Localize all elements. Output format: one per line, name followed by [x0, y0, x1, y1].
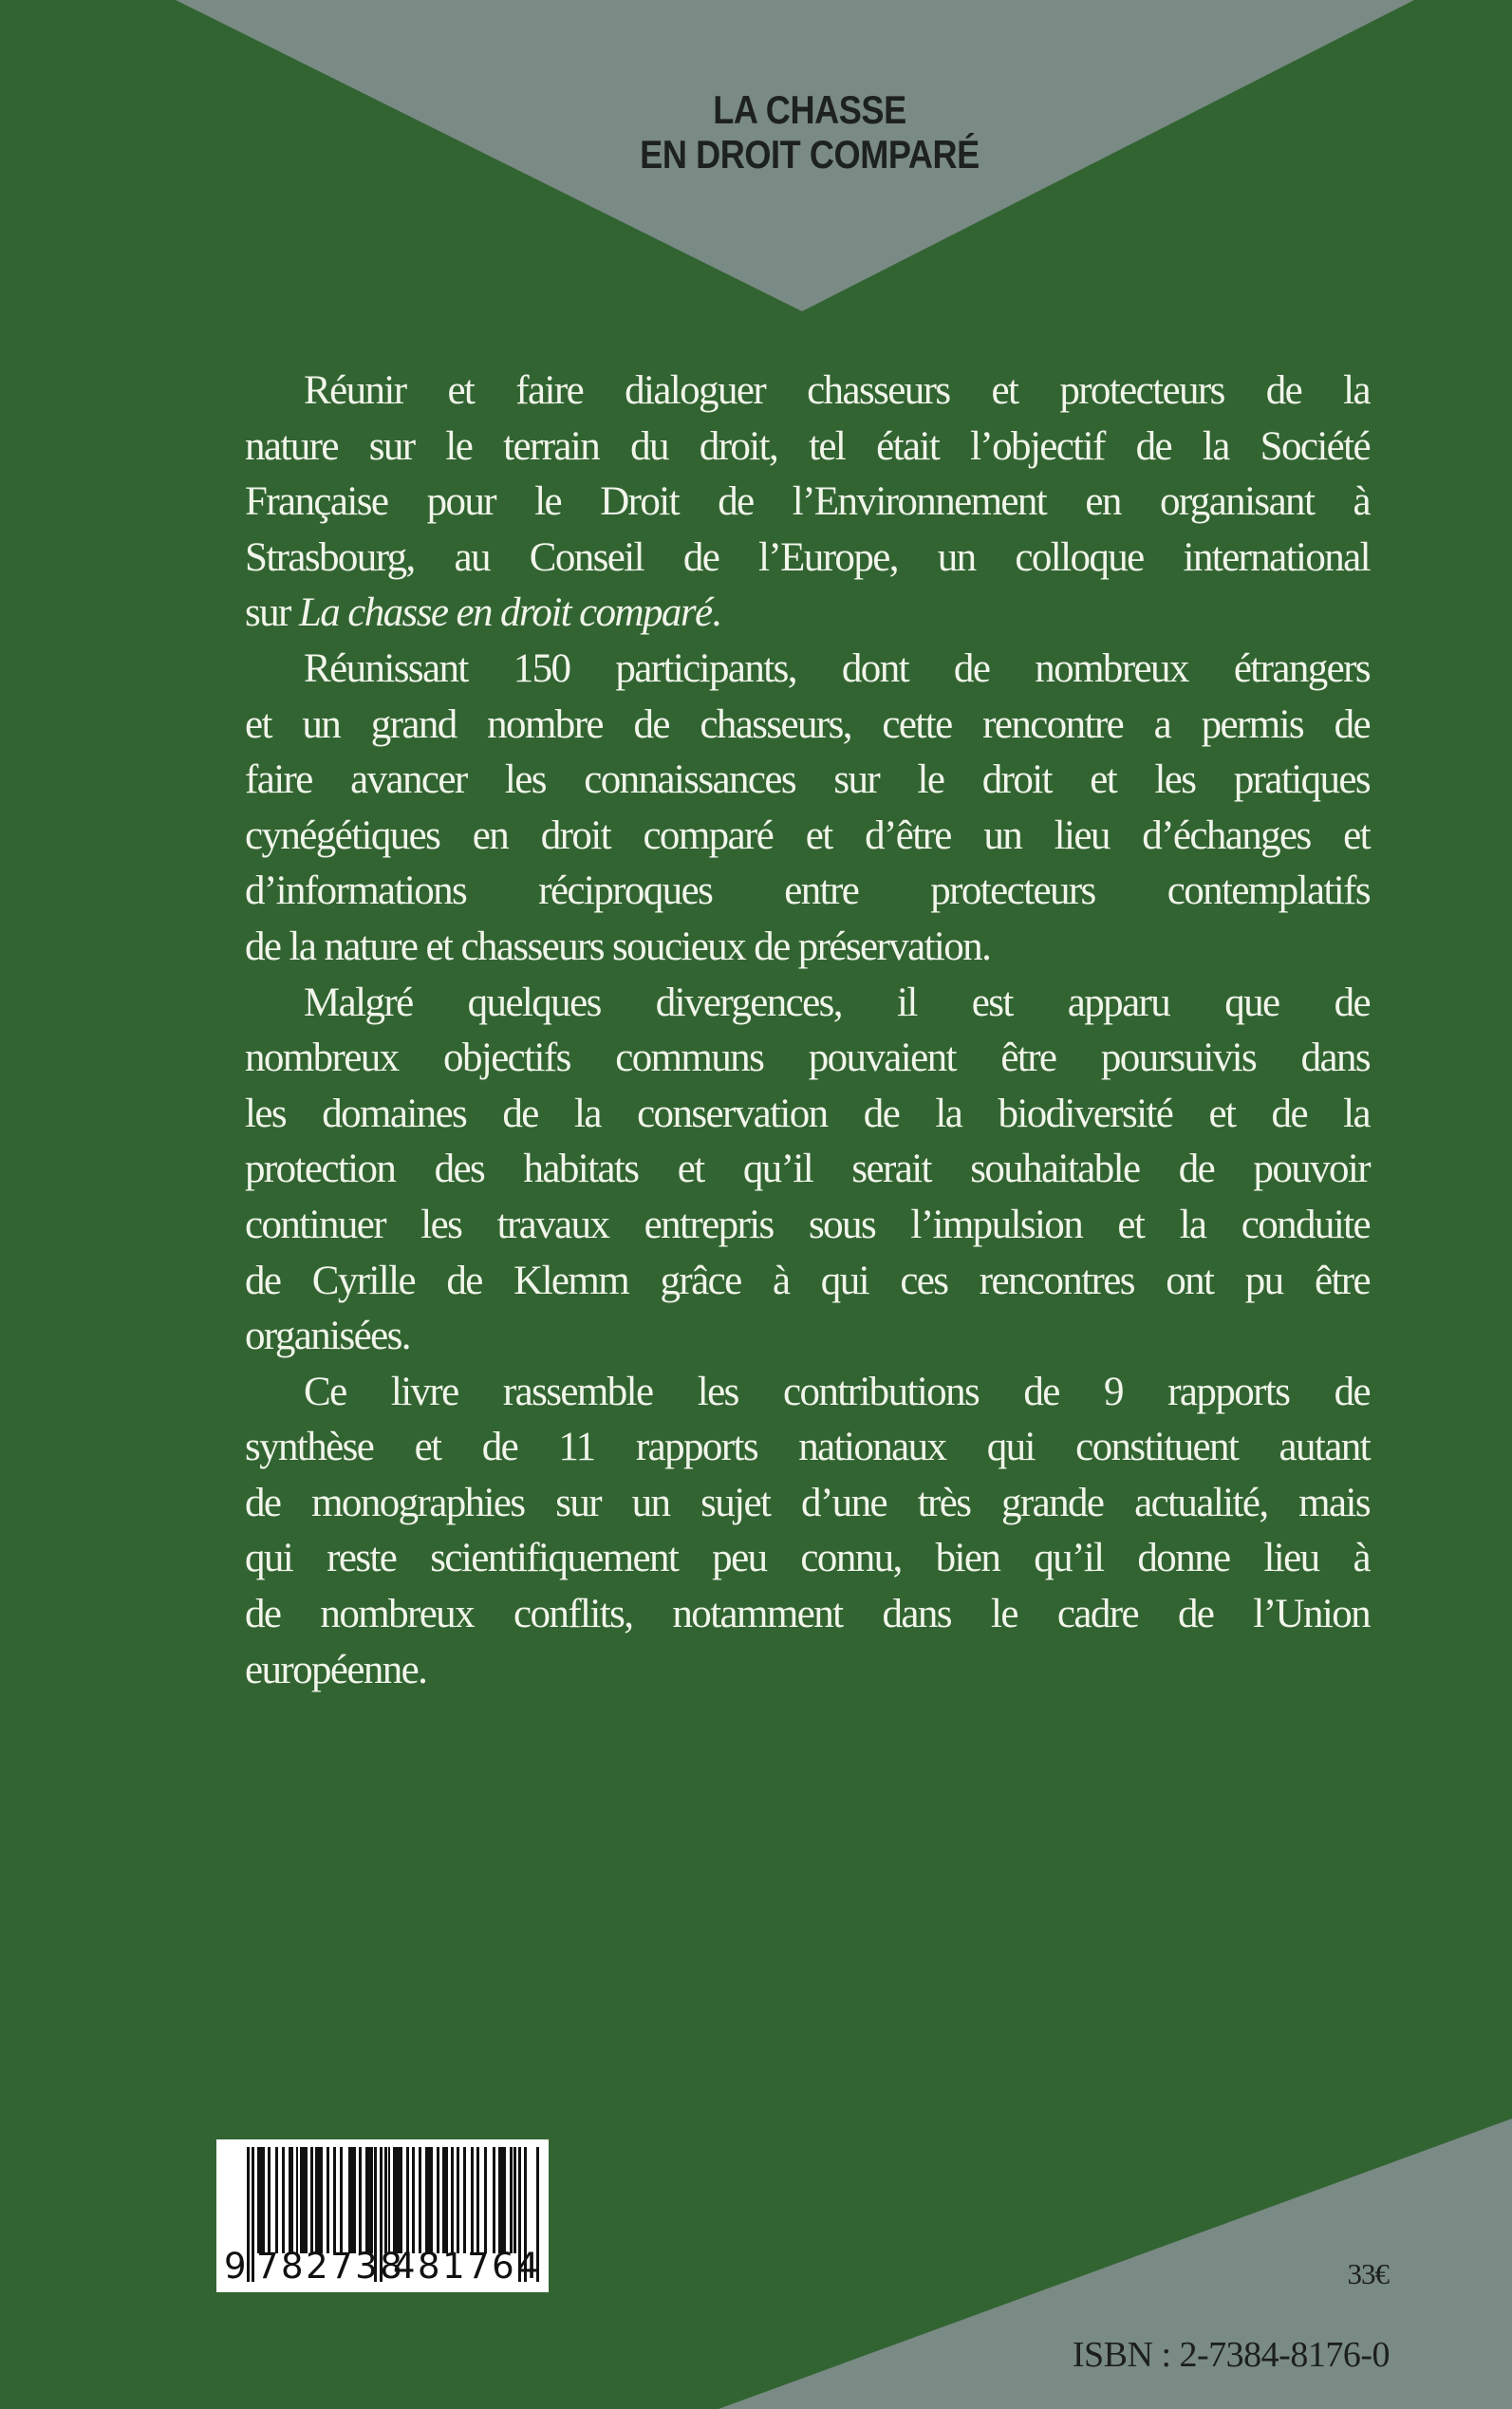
blurb-paragraph-2: [245, 642, 1370, 976]
blurb-paragraph-1: [245, 364, 1370, 642]
text-line: d’informations réciproques entre protecteurs contemplatifs: [245, 868, 1370, 914]
text-line: Strasbourg, au Conseil de l’Europe, un colloque international: [245, 534, 1370, 580]
blurb-text: [245, 364, 1370, 1698]
text-line: nature sur le terrain du droit, tel était l’objectif de la Société: [245, 423, 1370, 469]
text-line: protection des habitats et qu’il serait souhaitable de pouvoir: [245, 1147, 1370, 1192]
text-line: qui reste scientifiquement peu connu, bien qu’il donne lieu à: [245, 1536, 1370, 1581]
text-line: de nombreux conflits, notamment dans le cadre de l’Union: [245, 1592, 1370, 1637]
blurb-paragraph-3: [245, 976, 1370, 1365]
title-line-1: LA CHASSE: [713, 87, 906, 132]
text-line: Réunissant 150 participants, dont de nombreux étrangers: [304, 645, 1370, 691]
text-line: continuer les travaux entrepris sous l’impulsion et la conduite: [245, 1202, 1370, 1247]
text-line: européenne.: [245, 1647, 427, 1692]
text-line: Française pour le Droit de l’Environnement en organisant à: [245, 479, 1370, 525]
blurb-paragraph-4: [245, 1365, 1370, 1699]
text-line: synthèse et de 11 rapports nationaux qui constituent autant: [245, 1425, 1370, 1470]
text-line: faire avancer les connaissances sur le droit et les pratiques: [245, 757, 1370, 803]
text-line: de la nature et chasseurs soucieux de préservation.: [245, 924, 991, 969]
text-line: organisées.: [245, 1314, 410, 1359]
text-line: les domaines de la conservation de la biodiversité et de la: [245, 1091, 1370, 1136]
title-line-2: EN DROIT COMPARÉ: [640, 132, 980, 177]
price-label: 33€: [1347, 2257, 1389, 2290]
barcode-number: [216, 2246, 549, 2288]
text-line: Ce livre rassemble les contributions de 9 rapports de: [304, 1369, 1370, 1414]
text-line: sur La chasse en droit comparé.: [245, 590, 720, 636]
barcode-group-1: 782738: [256, 2246, 405, 2287]
text-line: cynégétiques en droit comparé et d’être un lieu d’échanges et: [245, 812, 1370, 858]
barcode-lead-digit: 9: [224, 2246, 248, 2287]
book-title: [556, 87, 1062, 177]
text-line: Malgré quelques divergences, il est apparu que de: [304, 980, 1370, 1025]
barcode-group-2: 481764: [393, 2246, 542, 2287]
text-line: et un grand nombre de chasseurs, cette rencontre a permis de: [245, 701, 1370, 747]
text-line: de monographies sur un sujet d’une très grande actualité, mais: [245, 1480, 1370, 1525]
book-title-italic: La chasse en droit comparé: [298, 590, 712, 636]
text-line: Réunir et faire dialoguer chasseurs et protecteurs de la: [304, 368, 1370, 413]
isbn-label: ISBN : 2-7384-8176-0: [1072, 2335, 1390, 2375]
text-line: de Cyrille de Klemm grâce à qui ces rencontres ont pu être: [245, 1258, 1370, 1303]
text-line: nombreux objectifs communs pouvaient être poursuivis dans: [245, 1036, 1370, 1081]
isbn-barcode: [216, 2139, 549, 2292]
